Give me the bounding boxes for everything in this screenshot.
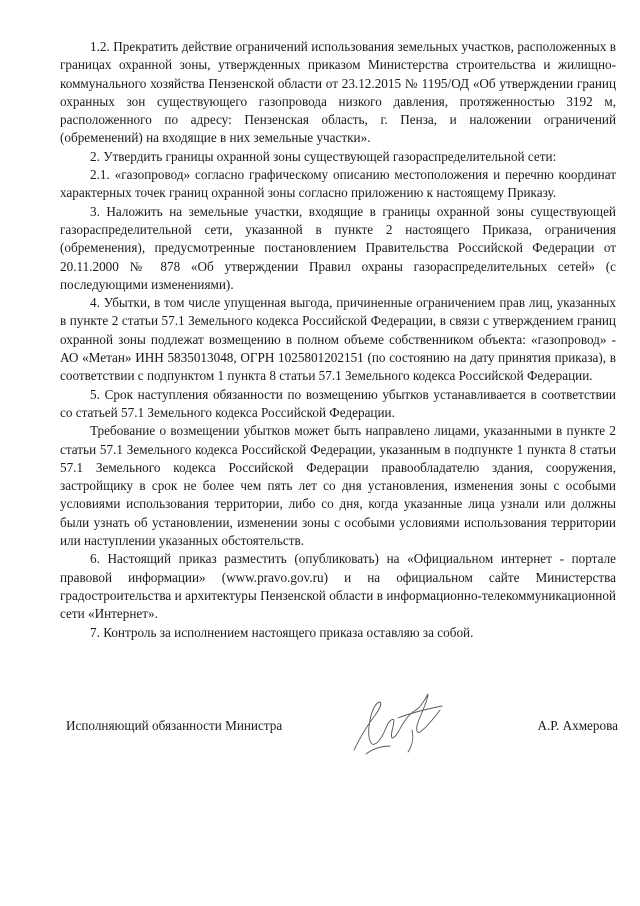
paragraph-7: 7. Контроль за исполнением настоящего приказа оставляю за собой.: [90, 624, 474, 640]
handwritten-signature-icon: [346, 688, 456, 760]
signature-block: [66, 688, 618, 768]
paragraph-2-1: 2.1. «газопровод» согласно графическому описанию местоположения и перечню координат характерных точек границ охранной зоны согласно приложению к настоящему Приказу.: [60, 167, 616, 201]
paragraph-4: 4. Убытки, в том числе упущенная выгода, причиненные ограничением прав лиц, указанных в пункте 2 статьи 57.1 Земельного кодекса Российской Федерации, в связи с утверждением границ охранной зоны подлежат возмещению в полном объеме собственником объекта: «газопровод» - АО «Метан» ИНН 5835013048, ОГРН 1025801202151 (по состоянию на дату принятия приказа), в соответствии с подпунктом 1 пункта 8 статьи 57.1 Земельного кодекса Российской Федерации.: [60, 295, 616, 384]
paragraph-5: 5. Срок наступления обязанности по возмещению убытков устанавливается в соответствии со статьей 57.1 Земельного кодекса Российской Федерации.: [60, 386, 616, 420]
signatory-name: А.Р. Ахмерова: [537, 718, 618, 733]
signatory-position: Исполняющий обязанности Министра: [66, 718, 283, 733]
document-body: [60, 38, 616, 642]
paragraph-3: 3. Наложить на земельные участки, входящие в границы охранной зоны существующей газораспределительной сети, указанной в пункте 2 настоящего Приказа, ограничения (обременения), предусмотренные постановлением Правительства Российской Федерации от 20.11.2000 № 878 «Об утверждении Правил охраны газораспределительных сетей» (с последующими изменениями).: [60, 203, 616, 292]
paragraph-2: 2. Утвердить границы охранной зоны существующей газораспределительной сети:: [90, 148, 557, 164]
paragraph-5-requirement: Требование о возмещении убытков может быть направлено лицами, указанными в пункте 2 статьи 57.1 Земельного кодекса Российской Федерации, указанным в подпункте 1 пункта 8 статьи 57.1 Земельного кодекса Российской Федерации правообладателю здания, сооружения, застройщику в срок не более чем пять лет со дня установления, изменения зоны с особыми условиями использования территории, либо со дня, когда указанные лица узнали или должны были узнать об установлении, изменении зоны с особыми условиями использования территории или наступлении указанных обстоятельств.: [60, 423, 616, 549]
paragraph-6: 6. Настоящий приказ разместить (опубликовать) на «Официальном интернет - портале правовой информации» (www.pravo.gov.ru) и на официальном сайте Министерства градостроительства и архитектуры Пензенской области в информационно-телекоммуникационной сети «Интернет».: [60, 551, 616, 622]
paragraph-1-2: 1.2. Прекратить действие ограничений использования земельных участков, расположенных в границах охранной зоны, утвержденных приказом Министерства строительства и жилищно-коммунального хозяйства Пензенской области от 23.12.2015 № 1195/ОД «Об утверждении границ охранных зон существующего газопровода низкого давления, протяженностью 3192 м, расположенного по адресу: Пензенская область, г. Пенза, и наложении ограничений (обременений) на входящие в них земельные участки».: [60, 39, 616, 146]
